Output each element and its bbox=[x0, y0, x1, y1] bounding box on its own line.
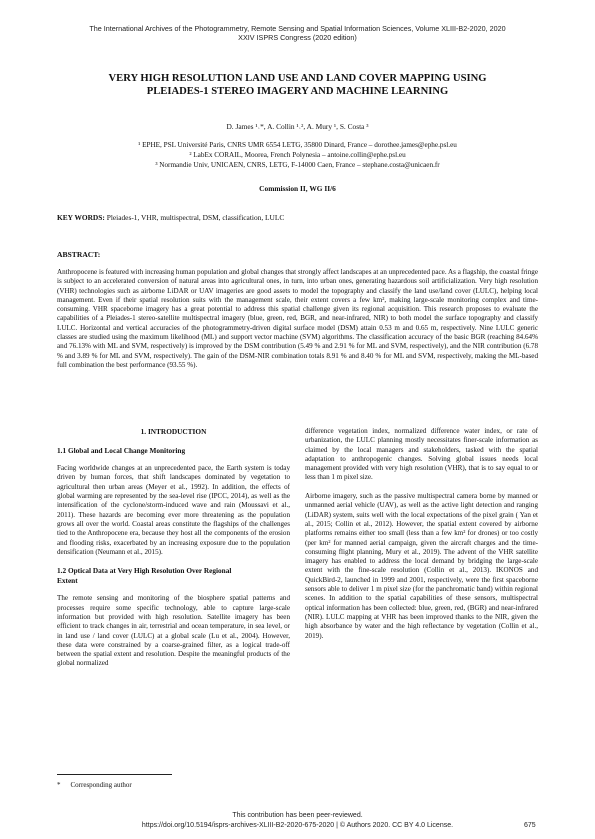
affiliation-3: ³ Normandie Univ, UNICAEN, CNRS, LETG, F-14000 Caen, France – stephane.costa@unicaen.fr bbox=[155, 161, 440, 169]
keywords bbox=[57, 213, 537, 222]
affiliation-1: ¹ EPHE, PSL Université Paris, CNRS UMR 6554 LETG, 35800 Dinard, France – dorothee.james@ephe.psl.eu bbox=[138, 141, 457, 149]
running-header bbox=[40, 24, 555, 43]
commission-line: Commission II, WG II/6 bbox=[259, 184, 336, 193]
subsection-1-2-line1: 1.2 Optical Data at Very High Resolution Over Regional bbox=[57, 566, 232, 576]
affiliation-2: ² LabEx CORAIL, Moorea, French Polynesia – antoine.collin@ephe.psl.eu bbox=[189, 151, 406, 159]
paragraph-right-1: difference vegetation index, normalized difference water index, or rate of urbanization, the LULC planning mostly necessitates finer-scale information as claimed by the local managers and stakeholders, tasked with the spatial adaptation to anthropogenic changes. Solving global issues needs local management provided with very high resolution (VHR), that is to say equal to or less than 1 m pixel size. bbox=[305, 427, 538, 482]
footer-doi-link[interactable]: https://doi.org/10.5194/isprs-archives-XLIII-B2-2020-675-2020 | © Authors 2020. CC BY 4.0 License. bbox=[141, 822, 454, 829]
paper-title-line1: VERY HIGH RESOLUTION LAND USE AND LAND COVER MAPPING USING bbox=[108, 73, 487, 84]
footnote-rule bbox=[57, 774, 172, 775]
keywords-text: Pleiades-1, VHR, multispectral, DSM, classification, LULC bbox=[106, 213, 285, 222]
left-column bbox=[57, 427, 290, 669]
footnote-text: Corresponding author bbox=[70, 781, 132, 789]
footnote: * Corresponding author bbox=[57, 781, 132, 789]
paragraph-right-2: Airborne imagery, such as the passive multispectral camera borne by manned or unmanned aerial vehicle (UAV), as well as the active light detection and ranging (LiDAR) system, suits well with the local expectations of the pixel grain ( Yan et al., 2015; Collin et al., 2012). However, the spatial extent covered by airborne platforms remains either too small (less than a few km² for drones) or too costly (per km² for manned aerial campaign, given the aircraft charges and the time-consuming flight planning, Mury et al., 2019). The advent of the VHR satellite imagery has enabled to address the local demand by bridging the large-scale extent with the fine-scale resolution (Collin et al., 2013). IKONOS and QuickBird-2, launched in 1999 and 2001, respectively, were the first spaceborne sensors able to deliver 1 m pixel size (for the panchromatic band) within regional scenes. In addition to the spatial capabilities of these sensors, multispectral optical information has been collected: blue, green, red, (BGR) and near-infrared (NIR). LULC mapping at VHR has been improved thanks to the NIR, given the high absorbance by water and the high reflectance by vegetation (Collin et al., 2019). bbox=[305, 492, 538, 640]
footer-review-note: This contribution has been peer-reviewed. bbox=[232, 812, 363, 819]
running-header-line2: XXIV ISPRS Congress (2020 edition) bbox=[238, 33, 357, 43]
abstract-text: Anthropocene is featured with increasing human population and global changes that strongly affect landscapes at an unprecedented pace. As a flagship, the coastal fringe is subject to an accelerated conversion of natural areas into agricultural ones, in turn, into urban ones, generating hazardous soil artificialization. Very high resolution (VHR) technologies such as airborne LiDAR or UAV imageries are good assets to model the topography and classify the land use/land cover (LULC), helping local management. Even if their spatial resolution suits with the management scale, their extent covers a few km², making large-scale monitoring complex and time-consuming. VHR spaceborne imagery has a great potential to address this spatial challenge given its regional acquisition. This research proposes to evaluate the capabilities of a Pleiades-1 stereo-satellite multispectral imagery (blue, green, red, BGR, and near-infrared, NIR) to both model the surface topography and classify LULC. Horizontal and vertical accuracies of the photogrammetry-driven digital surface model (DSM) attain 0.53 m and 0.65 m, respectively. Nine LULC generic classes are studied using the maximum likelihood (ML) and support vector machine (SVM) algorithms. The classification accuracy of the basic BGR (reaching 84.64% and 76.13% with ML and SVM, respectively) is improved by the DSM contribution (5.49 % and 2.91 % for ML and SVM, respectively), and the NIR contribution (6.78 % and 3.89 % for ML and SVM, respectively). The gain of the DSM-NIR combination totals 8.91 % and 8.40 % for ML and SVM, respectively, making the ML-based full combination the best performance (93.55 %). bbox=[57, 268, 538, 369]
paragraph-1-2: The remote sensing and monitoring of the biosphere spatial patterns and processes require some specific technology, able to capture large-scale information but provided with high resolution. Satellite imagery has been efficient to track changes in air, terrestrial and ocean temperature, in sea level, or in land use / land cover (LULC) at a global scale (Lu et al., 2004). However, these data were constrained by a coarse-grained filter, as a logical trade-off between the spatial extent and resolution. Despite the meaningful products of the global normalized bbox=[57, 594, 290, 668]
right-column bbox=[305, 427, 538, 641]
paper-title bbox=[40, 72, 555, 98]
abstract-heading: ABSTRACT: bbox=[57, 250, 101, 259]
section-introduction: 1. INTRODUCTION bbox=[140, 427, 207, 436]
running-header-line1: The International Archives of the Photogrammetry, Remote Sensing and Spatial Information Sciences, Volume XLIII-B2-2020, 2020 bbox=[89, 24, 506, 33]
paragraph-1-1: Facing worldwide changes at an unprecedented pace, the Earth system is today driven by human forces, that shift landscapes dominated by vegetation to agricultural then urban areas (Meyer et al., 1992). In addition, the effects of global warming are represented by the sea-level rise (IPCC, 2014), as well as the intensification of the cyclone/storm-induced wave and rain (Moussavi et al., 2011). These hazards are becoming ever more threatening as the population grows all over the world. Coastal areas constitute the flagships of the challenges tied to the Anthropocene era, because they host all the components of the erosion and flooding risks, exacerbated by an increasing exposure due to the population densification (Neumann et al., 2015). bbox=[57, 464, 290, 556]
paper-title-line2: PLEIADES-1 STEREO IMAGERY AND MACHINE LEARNING bbox=[146, 86, 449, 97]
page-number: 675 bbox=[524, 822, 536, 829]
subsection-1-1: 1.1 Global and Local Change Monitoring bbox=[57, 445, 186, 455]
author-list: D. James ¹˒*, A. Collin ¹˒², A. Mury ¹, S. Costa ³ bbox=[226, 122, 369, 131]
subsection-1-2-line2: Extent bbox=[57, 575, 78, 585]
keywords-label: KEY WORDS: bbox=[57, 213, 105, 222]
